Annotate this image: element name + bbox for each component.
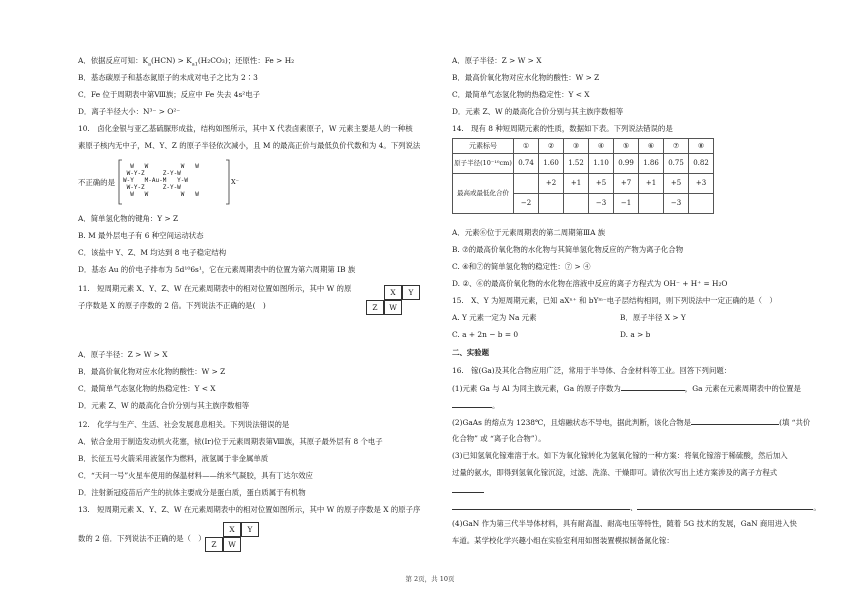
table-cell: 最高或最低化合价 [453, 174, 514, 214]
q14-stem: 14. 现有 8 种短周期元素的性质，数据如下表。下列说法错误的是 [452, 124, 673, 133]
table-cell: 0.82 [689, 154, 714, 174]
q11-grid-cell-x: X [384, 285, 402, 300]
q15-option-d: D. a > b [620, 330, 651, 339]
q14-option-b: B. ⑦的最高价氧化物的水化物与其简单氢化物反应的产物为离子化合物 [452, 245, 684, 254]
q13-grid-cell-x: X [223, 522, 241, 537]
q15-option-c: C. a + 2n − b = 0 [452, 330, 519, 339]
q10-structure-charge: X⁻ [231, 178, 240, 186]
q16-blank-atomic-number[interactable] [621, 383, 685, 391]
q11-grid-cell-y: Y [402, 285, 420, 300]
q13-grid-cell-z: Z [205, 537, 223, 552]
q11-grid-cell-z: Z [366, 300, 384, 315]
table-row [453, 174, 714, 194]
q10-option-a: A．简单氢化物的键角：Y > Z [78, 214, 179, 223]
q16-blank-short[interactable] [452, 485, 484, 493]
table-cell: ⑦ [664, 139, 689, 154]
q11-stem-line2: 子序数是 X 的原子序数的 2 倍。下列说法不正确的是( ) [78, 301, 266, 310]
q16-blank-position[interactable] [452, 400, 492, 408]
table-cell: +5 [664, 174, 689, 194]
table-cell: −2 [514, 194, 539, 214]
table-cell: +1 [639, 174, 664, 194]
table-cell: −3 [664, 194, 689, 214]
table-cell: +1 [564, 174, 589, 194]
q13-option-c: C．最简单气态氢化物的热稳定性：Y < X [452, 90, 590, 99]
q14-option-c: C. ④和⑦的简单氢化物的稳定性：⑦ > ④ [452, 262, 591, 271]
table-cell: 1.52 [564, 154, 589, 174]
q16-blank-equation-2[interactable] [637, 502, 813, 510]
q10-option-c: C．该盐中 Y、Z、M 均达到 8 电子稳定结构 [78, 248, 227, 257]
table-cell: ③ [564, 139, 589, 154]
q10-stem-line2: 素原子核内无中子，M、Y、Z 的原子半径依次减小，且 M 的最高正价与最低负价代数和为 4。下列说法 [78, 141, 421, 150]
table-cell: ① [514, 139, 539, 154]
table-cell: +2 [539, 174, 564, 194]
q10-option-b: B. M 最外层电子有 6 种空间运动状态 [78, 231, 204, 240]
q11-option-d: D．元素 Z、W 的最高化合价分别与其主族序数相等 [78, 401, 250, 410]
table-cell: ⑥ [639, 139, 664, 154]
q16-blank-compound-type[interactable] [691, 417, 779, 425]
q12-option-c: C．“天问一号”火星车使用的保温材料——纳米气凝胶，具有丁达尔效应 [78, 471, 313, 480]
q15-stem: 15. X、Y 为短周期元素，已知 aXⁿ⁺ 和 bYᵐ⁻电子层结构相同，则下列说法中一定正确的是（ ） [452, 296, 777, 305]
table-cell: 1.86 [639, 154, 664, 174]
q13-stem-line2: 数的 2 倍．下列说法不正确的是（ ） [78, 534, 206, 543]
q10-option-d: D．基态 Au 的价电子排布为 5d¹⁰6s¹，它在元素周期表中的位置为第六周期第 IB 族 [78, 265, 356, 274]
table-cell: +7 [614, 174, 639, 194]
q16-part4-line2: 车道。某学校化学兴趣小组在实验室利用如图装置模拟制备氮化镓： [452, 536, 674, 545]
q10-structure-figure [118, 158, 240, 206]
q9-option-a: A．依据反应可知：$K_a(HCN) > K_{a1}(H_2CO_3)$；还原性：Fe > H₂ [78, 56, 295, 68]
table-cell: 1.60 [539, 154, 564, 174]
q16-part3-equations: 、 。 [452, 502, 821, 512]
table-row [453, 139, 714, 154]
q13-grid-cell-y: Y [241, 522, 259, 537]
q15-option-a: A. Y 元素一定为 Na 元素 [452, 313, 537, 322]
table-row [453, 154, 714, 174]
table-cell: ④ [589, 139, 614, 154]
q13-position-grid [205, 522, 259, 554]
section-title-experiment: 二、实验题 [452, 348, 489, 357]
q9-option-b: B．基态碳原子和基态氮原子的未成对电子之比为 2∶3 [78, 73, 258, 82]
q11-option-c: C．最简单气态氢化物的热稳定性：Y < X [78, 384, 216, 393]
q9-option-c: C．Fe 位于周期表中第Ⅷ族；反应中 Fe 失去 4s²电子 [78, 90, 260, 99]
table-cell [539, 194, 564, 214]
table-cell: ② [539, 139, 564, 154]
q13-stem-line1: 13. 短周期元素 X、Y、Z、W 在元素周期表中的相对位置如图所示，其中 W 的原子序数是 X 的原子序 [78, 505, 421, 514]
q16-part2: (2)GaAs 的熔点为 1238℃，且熔融状态不导电，据此判断，该化合物是 (填 “共价 [452, 418, 811, 427]
table-cell: 0.75 [664, 154, 689, 174]
q16-part2-cont: 化合物” 或 “离子化合物”）。 [452, 434, 546, 443]
q9-option-d: D．离子半径大小：N³⁻ > O²⁻ [78, 107, 181, 116]
q16-part3-line2: 过量的氨水，即得到氢氧化镓沉淀，过滤、洗涤、干燥即可。请依次写出上述方案涉及的离子方程式 [452, 468, 778, 477]
table-cell: 元素标号 [453, 139, 514, 154]
q12-option-d: D．注射新冠疫苗后产生的抗体主要成分是蛋白质，蛋白质属于有机物 [78, 488, 306, 497]
q15-option-b: B．原子半径 X > Y [620, 313, 686, 322]
q16-stem: 16. 镓(Ga)及其化合物应用广泛，常用于半导体、合金材料等工业。回答下列问题： [452, 366, 732, 375]
table-cell: −3 [589, 194, 614, 214]
q13-option-b: B．最高价氧化物对应水化物的酸性：W > Z [452, 73, 600, 82]
q11-grid-cell-w: W [384, 300, 402, 315]
q13-option-d: D．元素 Z、W 的最高化合价分别与其主族序数相等 [452, 107, 624, 116]
table-cell: +5 [589, 174, 614, 194]
table-cell: 0.74 [514, 154, 539, 174]
table-cell: 0.99 [614, 154, 639, 174]
table-cell [514, 174, 539, 194]
table-cell: 1.10 [589, 154, 614, 174]
q13-grid-cell-w: W [223, 537, 241, 552]
q11-stem-line1: 11. 短周期元素 X、Y、Z、W 在元素周期表中的相对位置如图所示，其中 W 的原 [78, 284, 352, 293]
page-footer: 第 2页，共 10页 [405, 575, 455, 583]
q16-part3-blank-line [452, 485, 484, 495]
table-cell: ⑧ [689, 139, 714, 154]
q10-stem-line1: 10. 卤化金银与亚乙基硫脲形成盐，结构如图所示，其中 X 代表卤素原子，W 元素主要是人的一种核 [78, 124, 413, 133]
q12-option-b: B．长征五号火箭采用液氢作为燃料，液氢属于非金属单质 [78, 454, 269, 463]
table-cell [639, 194, 664, 214]
q13-option-a: A．原子半径：Z > W > X [452, 56, 542, 65]
q16-part1-cont: 。 [452, 400, 499, 410]
q14-option-d: D. ②、⑥的最高价氧化物的水化物在溶液中反应的离子方程式为 OH⁻ + H⁺ = H₂O [452, 279, 728, 288]
q16-part1: (1)元素 Ga 与 Al 为同主族元素，Ga 的原子序数为 ，Ga 元素在元素周期表中的位置是 [452, 384, 801, 393]
q14-element-table [452, 138, 714, 214]
q12-stem: 12. 化学与生产、生活、社会发展息息相关。下列说法错误的是 [78, 420, 290, 429]
table-cell [689, 194, 714, 214]
table-cell: ⑤ [614, 139, 639, 154]
q14-option-a: A．元素⑥位于元素周期表的第二周期第ⅢA 族 [452, 228, 606, 237]
q16-part4-line1: (4)GaN 作为第三代半导体材料，具有耐高温、耐高电压等特性，随着 5G 技术的发展，GaN 商用进入快 [452, 519, 797, 528]
q16-part3-line1: (3)已知氢氧化镓难溶于水。如下为氧化镓转化为氢氧化镓的一种方案：将氧化镓溶于稀硫酸，然后加入 [452, 451, 788, 460]
table-cell: 原子半径(10⁻¹⁰cm) [453, 154, 514, 174]
q12-option-a: A．铱合金用于制造发动机火花塞，铱(Ir)位于元素周期表第Ⅷ族，其原子最外层有 8 个电子 [78, 437, 383, 446]
table-cell: +3 [689, 174, 714, 194]
table-cell: −1 [614, 194, 639, 214]
q11-option-b: B．最高价氧化物对应水化物的酸性：W > Z [78, 367, 226, 376]
q11-option-a: A．原子半径：Z > W > X [78, 350, 168, 359]
q11-position-grid [366, 285, 414, 317]
q10-structure-text: W W W W W-Y-Z Z-Y-W W-Y M-Au-M Y-W W-Y-Z Z-Y-W W W W W [123, 163, 199, 198]
q16-blank-equation-1[interactable] [452, 502, 630, 510]
table-cell [564, 194, 589, 214]
q10-stem-line3: 不正确的是 [78, 178, 115, 187]
